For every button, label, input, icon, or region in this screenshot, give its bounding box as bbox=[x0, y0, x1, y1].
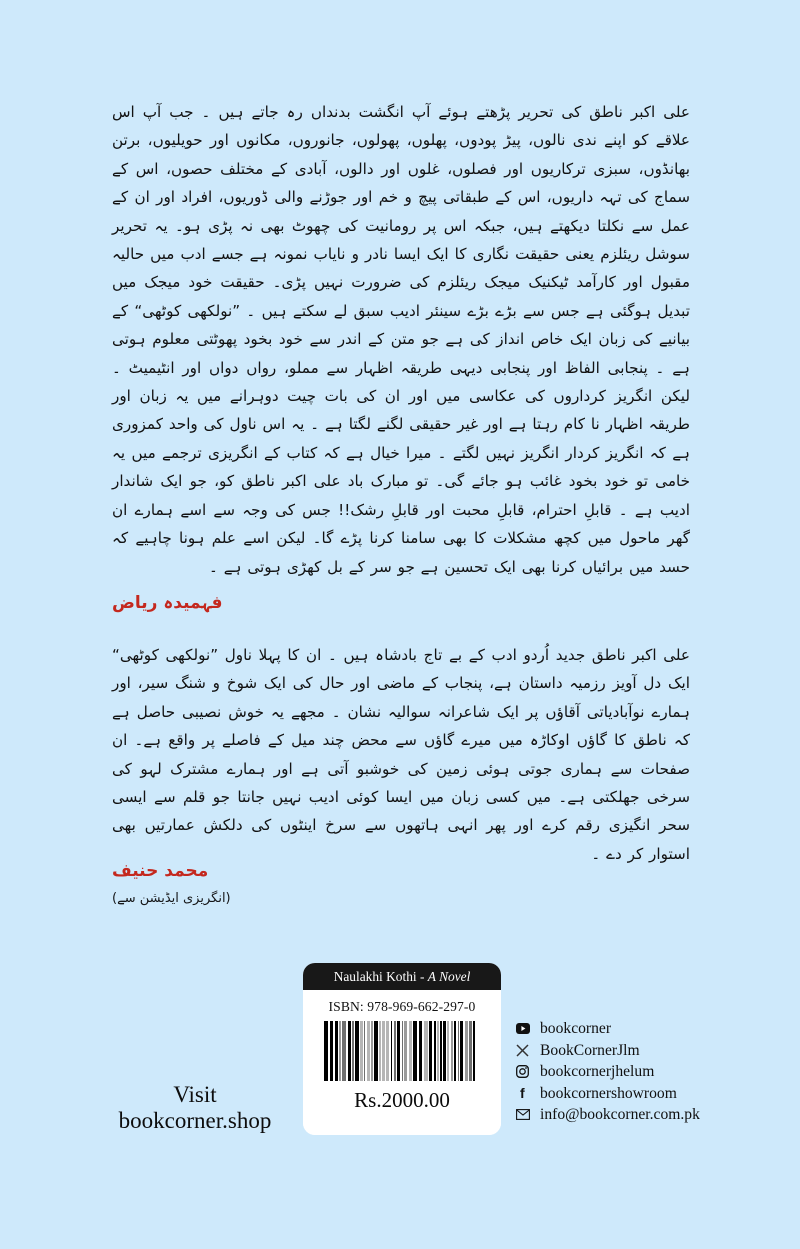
barcode-body bbox=[303, 990, 501, 1135]
facebook-icon bbox=[516, 1085, 536, 1101]
youtube-icon bbox=[516, 1021, 536, 1037]
social-handle: bookcorner bbox=[540, 1020, 612, 1038]
social-row-email[interactable] bbox=[516, 1104, 776, 1126]
social-row-instagram[interactable] bbox=[516, 1061, 776, 1083]
barcode-book-title: Naulakhi Kothi - bbox=[333, 969, 428, 984]
x-twitter-icon bbox=[516, 1042, 536, 1058]
social-handle: info@bookcorner.com.pk bbox=[540, 1106, 700, 1124]
review-attribution-note: (انگریزی ایڈیشن سے) bbox=[112, 891, 231, 906]
svg-text:f: f bbox=[520, 1086, 525, 1101]
review-text-fahmida-riaz: علی اکبر ناطق کی تحریر پڑھتے ہوئے آپ انگشت بدنداں رہ جاتے ہیں ۔ جب آپ اس علاقے کو اپنے ندی نالوں، پیڑ پودوں، پھلوں، پھولوں، جانوروں، مکانوں اور حویلیوں، برتن بھانڈوں، سبزی ترکاریوں اور فصلوں، غلوں اور دالوں، آبادی کے مختلف حصوں، اس کے سماج کی تہہ داریوں، اس کے طبقاتی پیچ و خم اور جوڑنے والی ڈوریوں، افراد اور ان کے عمل سے نکلتا دیکھتے ہیں، جبکہ اس پر رومانیت کی چھوٹ بھی نہ پڑی ہو۔ یہ تحریر سوشل ریئلزم یعنی حقیقت نگاری کا ایک ایسا نادر و نایاب نمونہ ہے جسے ادب میں حالیہ مقبول اور کارآمد ٹیکنیک میجک ریئلزم کی ضرورت نہیں پڑی۔ حقیقت خود میجک میں تبدیل ہوگئی ہے جس سے بڑے بڑے سینئر ادیب سبق لے سکتے ہیں ۔ ”نولکھی کوٹھی“ کے بیانیے کی زبان ایک خاص انداز کی ہے جو متن کے اندر سے خود بخود پھوٹتی معلوم ہوتی ہے ۔ پنجابی الفاظ اور پنجابی دیہی طریقہ اظہار سے مملو، رواں دواں اور انٹیمیٹ ۔ لیکن انگریز کرداروں کی عکاسی میں اور ان کی بات چیت دوہرانے میں یہ زبان اور طریقہ اظہار نا کام رہتا ہے اور غیر حقیقی لگنے لگتا ہے ۔ یہ اس ناول کی واحد کمزوری ہے کہ انگریز کردار انگریز نہیں لگتے ۔ میرا خیال ہے کہ کتاب کے انگریزی ترجمے میں یہ خامی تو خود بخود غائب ہو جائے گی۔ تو مبارک باد علی اکبر ناطق کو، جو ایک شاندار ادیب ہے ۔ قابلِ احترام، قابلِ محبت اور قابلِ رشک!! جس کی وجہ سے اسے ہمارے ان گھر ماحول میں کچھ مشکلات کا بھی سامنا کرنا پڑے گا۔ لیکن اسے علم ہونا چاہیے کہ حسد میں برائیاں کرنا بھی ایک تحسین ہے جو سر کے بل کھڑی ہوتی ہے ۔ bbox=[112, 103, 690, 576]
visit-website-block bbox=[82, 1082, 308, 1134]
price-text: Rs.2000.00 bbox=[354, 1088, 450, 1112]
email-icon bbox=[516, 1107, 536, 1123]
barcode-title-bar bbox=[303, 963, 501, 990]
review-attribution-mohammed-hanif: محمد حنیف bbox=[112, 861, 209, 881]
social-handle: bookcornershowroom bbox=[540, 1084, 677, 1102]
review-text-mohammed-hanif: علی اکبر ناطق جدید اُردو ادب کے بے تاج بادشاہ ہیں ۔ ان کا پہلا ناول ”نولکھی کوٹھی“ ایک دل آویز رزمیہ داستان ہے، پنجاب کے ماضی اور حال کی ایک شوخ و شنگ سیر، اور ہمارے نوآبادیاتی آقاؤں پر ایک شاعرانہ سوالیہ نشان ۔ مجھے یہ خوش نصیبی حاصل ہے کہ ناطق کا گاؤں اوکاڑہ میں میرے گاؤں سے محض چند میل کے فاصلے پر واقع ہے۔ ان صفحات سے ہماری جوتی ہوئی زمین کی خوشبو آتی ہے اور ہمارے مشترک لہو کی سرخی جھلکتی ہے۔ میں کسی زبان میں ایسا کوئی ادیب نہیں جانتا جو قلم سے ایسی سحر انگیزی رقم کرے اور پھر انہی ہاتھوں سے سرخ اینٹوں کی دلکش عمارتیں بھی استوار کر دے ۔ bbox=[112, 646, 690, 863]
barcode-label bbox=[303, 963, 501, 1135]
barcode-book-subtitle: A Novel bbox=[427, 969, 471, 984]
visit-label: Visit bbox=[173, 1082, 217, 1107]
visit-domain[interactable]: bookcorner.shop bbox=[118, 1108, 272, 1133]
social-row-x-twitter[interactable] bbox=[516, 1040, 776, 1062]
review-attribution-fahmida-riaz: فہمیدہ ریاض bbox=[112, 593, 223, 613]
instagram-icon bbox=[516, 1064, 536, 1080]
barcode-bars bbox=[324, 1021, 480, 1081]
social-handle: bookcornerjhelum bbox=[540, 1063, 655, 1081]
social-row-youtube[interactable] bbox=[516, 1018, 776, 1040]
social-row-facebook[interactable] bbox=[516, 1083, 776, 1105]
social-handle: BookCornerJlm bbox=[540, 1041, 640, 1059]
isbn-text: ISBN: 978-969-662-297-0 bbox=[328, 999, 476, 1014]
social-links-list bbox=[516, 1018, 776, 1126]
